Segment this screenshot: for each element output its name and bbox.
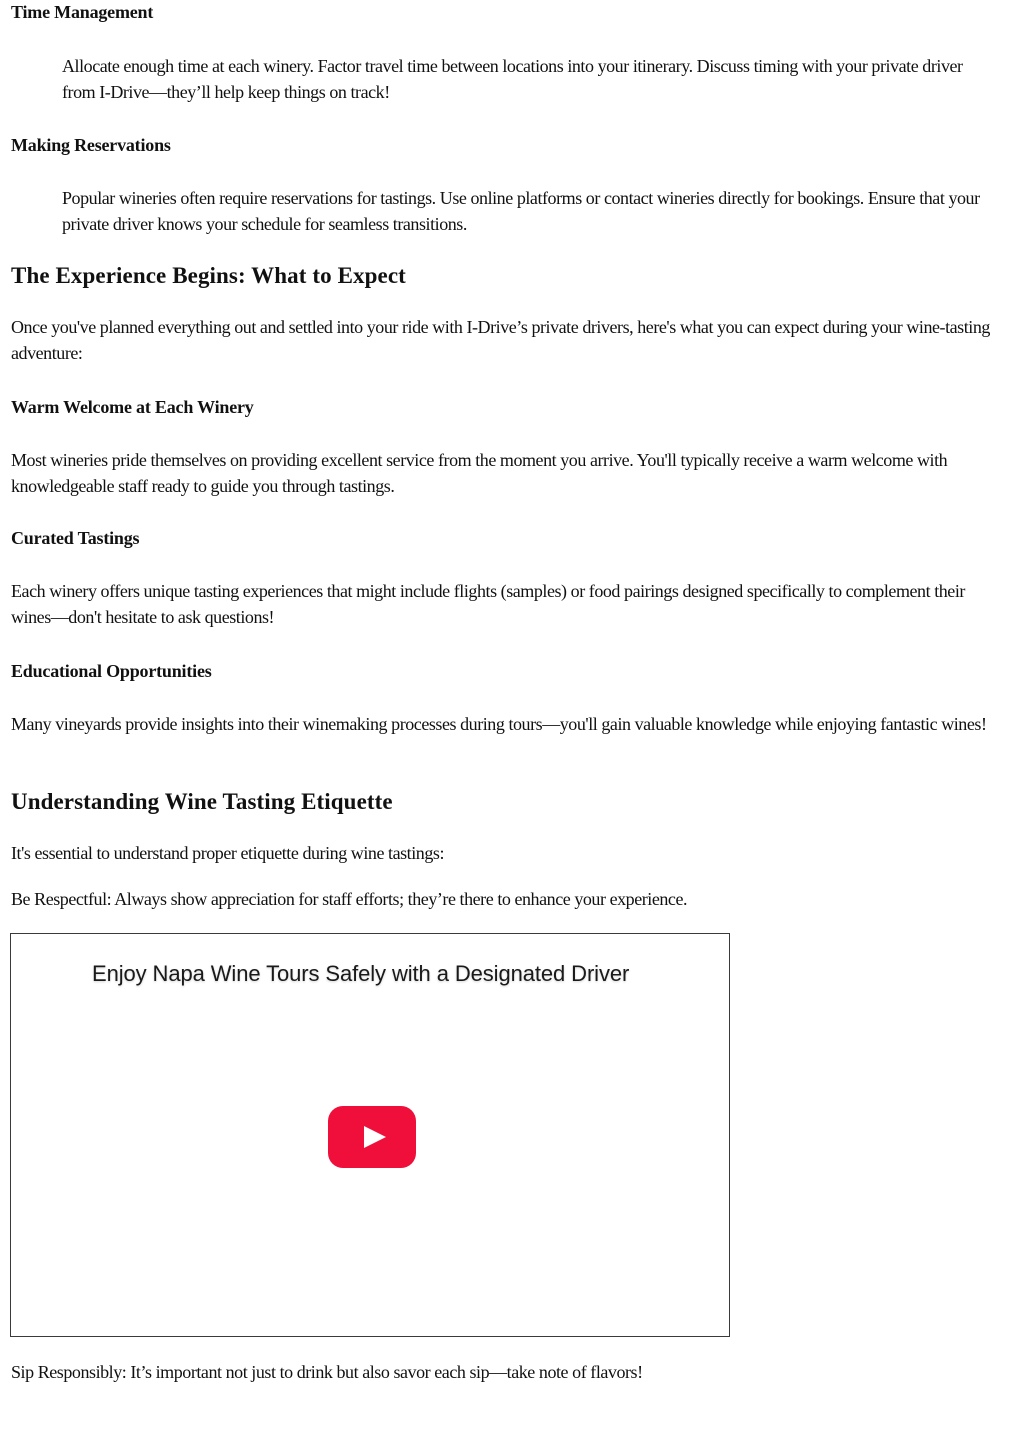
play-triangle-icon [364,1126,386,1148]
paragraph-be-respectful: Be Respectful: Always show appreciation for staff efforts; they’re there to enhance your experience. [11,889,688,909]
heading-curated-tastings: Curated Tastings [11,528,140,548]
paragraph-etiquette-intro: It's essential to understand proper etiquette during wine tastings: [11,843,444,863]
paragraph-time-management: Allocate enough time at each winery. Factor travel time between locations into your itinerary. Discuss timing with your private driver from I-Drive—they’ll help keep things on track! [62,56,963,102]
youtube-play-icon[interactable] [328,1106,416,1168]
paragraph-experience-intro: Once you've planned everything out and settled into your ride with I-Drive’s private drivers, here's what you can expect during your wine-tasting adventure: [11,317,990,363]
paragraph-educational-opportunities: Many vineyards provide insights into their winemaking processes during tours—you'll gain valuable knowledge while enjoying fantastic wines! [11,714,987,734]
paragraph-sip-responsibly: Sip Responsibly: It’s important not just to drink but also savor each sip—take note of flavors! [11,1362,643,1382]
paragraph-warm-welcome: Most wineries pride themselves on providing excellent service from the moment you arrive. You'll typically receive a warm welcome with knowledgeable staff ready to guide you through tastings. [11,450,948,496]
paragraph-making-reservations: Popular wineries often require reservations for tastings. Use online platforms or contact wineries directly for bookings. Ensure that your private driver knows your schedule for seamless transitions. [62,188,980,234]
paragraph-curated-tastings: Each winery offers unique tasting experiences that might include flights (samples) or food pairings designed specifically to complement their wines—don't hesitate to ask questions! [11,581,965,627]
heading-experience-begins: The Experience Begins: What to Expect [11,263,406,288]
heading-time-management: Time Management [11,2,154,22]
heading-making-reservations: Making Reservations [11,135,171,155]
embedded-video-player[interactable] [10,933,730,1337]
heading-educational-opportunities: Educational Opportunities [11,661,212,681]
heading-warm-welcome: Warm Welcome at Each Winery [11,397,254,417]
video-title[interactable]: Enjoy Napa Wine Tours Safely with a Designated Driver [92,961,630,986]
heading-wine-tasting-etiquette: Understanding Wine Tasting Etiquette [11,789,393,814]
